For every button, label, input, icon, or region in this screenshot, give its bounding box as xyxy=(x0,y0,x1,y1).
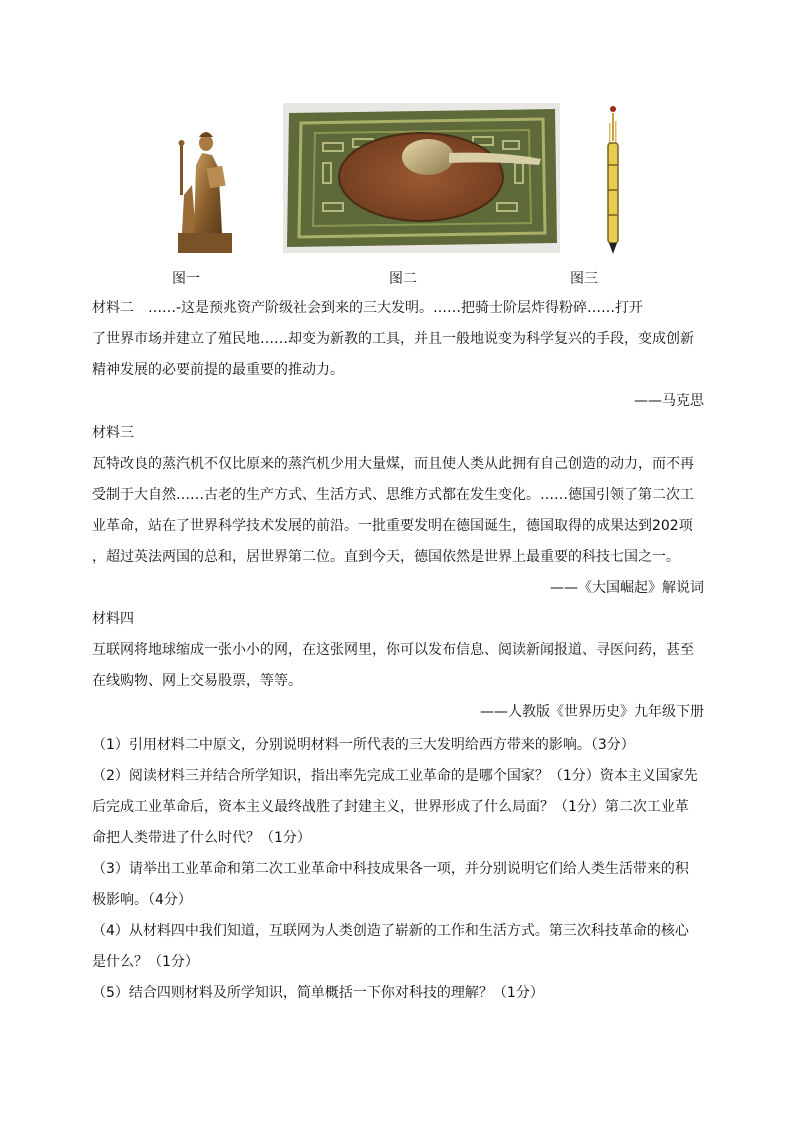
material-4-title: 材料四 xyxy=(92,611,134,627)
figure-3-caption: 图三 xyxy=(570,271,598,287)
material-3-line: 业革命，站在了世界科学技术发展的前沿。一批重要发明在德国诞生，德国取得的成果达到202项 xyxy=(92,518,693,534)
figure-1-caption: 图一 xyxy=(172,271,200,287)
statue-figure xyxy=(172,125,236,255)
question-line: （5）结合四则材料及所学知识，简单概括一下你对科技的理解？（1分） xyxy=(92,985,544,1001)
material-3 xyxy=(92,418,704,604)
material-2-line: 材料二 ……‐这是预兆资产阶级社会到来的三大发明。……把骑士阶层炸得粉碎……打开 xyxy=(92,300,644,316)
question-line: （4）从材料四中我们知道，互联网为人类创造了崭新的工作和生活方式。第三次科技革命的核心 xyxy=(92,923,689,939)
material-3-line: 受制于大自然……古老的生产方式、生活方式、思维方式都在发生变化。……德国引领了第二次工 xyxy=(92,487,694,503)
question-line: 是什么？（1分） xyxy=(92,954,199,970)
compass-figure xyxy=(283,103,560,253)
material-2-line: 了世界市场并建立了殖民地……却变为新教的工具，并且一般地说变为科学复兴的手段，变成创新 xyxy=(92,331,694,347)
material-2-line: 精神发展的必要前提的最重要的推动力。 xyxy=(92,362,344,378)
fire-arrow-figure xyxy=(600,105,626,255)
figure-2-caption: 图二 xyxy=(389,271,417,287)
material-4-line: 在线购物、网上交易股票，等等。 xyxy=(92,673,302,689)
material-2 xyxy=(92,293,704,417)
question-line: （2）阅读材料三并结合所学知识，指出率先完成工业革命的是哪个国家？（1分）资本主义国家先 xyxy=(92,768,698,784)
material-3-title: 材料三 xyxy=(92,425,134,441)
material-3-line: ，超过英法两国的总和，居世界第二位。直到今天，德国依然是世界上最重要的科技七国之一。 xyxy=(92,549,680,565)
material-2-source: ——马克思 xyxy=(634,393,704,409)
material-4-source: ——人教版《世界历史》九年级下册 xyxy=(480,704,704,720)
material-4-line: 互联网将地球缩成一张小小的网，在这张网里，你可以发布信息、阅读新闻报道、寻医问药，甚至 xyxy=(92,642,694,658)
question-line: 命把人类带进了什么时代？（1分） xyxy=(92,830,311,846)
material-3-line: 瓦特改良的蒸汽机不仅比原来的蒸汽机少用大量煤，而且使人类从此拥有自己创造的动力，而不再 xyxy=(92,456,694,472)
question-line: （3）请举出工业革命和第二次工业革命中科技成果各一项，并分别说明它们给人类生活带来的积 xyxy=(92,861,689,877)
material-3-source: ——《大国崛起》解说词 xyxy=(550,580,704,596)
question-line: 后完成工业革命后，资本主义最终战胜了封建主义，世界形成了什么局面？（1分）第二次工业革 xyxy=(92,799,689,815)
questions xyxy=(92,730,704,1009)
material-4 xyxy=(92,604,704,728)
question-line: （1）引用材料二中原文，分别说明材料一所代表的三大发明给西方带来的影响。（3分） xyxy=(92,737,635,753)
question-line: 极影响。（4分） xyxy=(92,892,192,908)
